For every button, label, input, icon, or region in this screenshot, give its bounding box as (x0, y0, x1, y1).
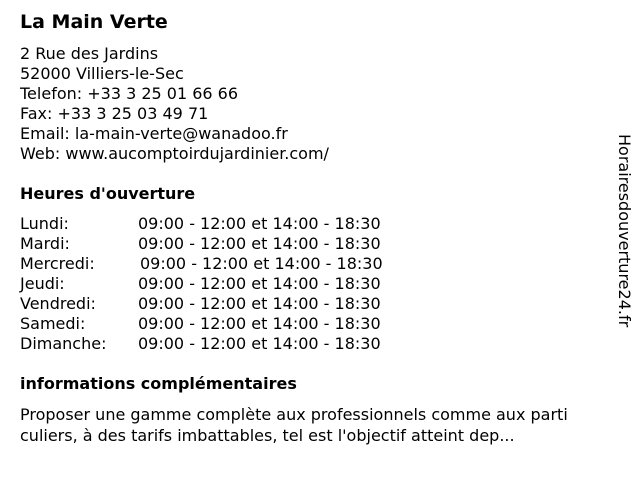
hours-time: 09:00 - 12:00 et 14:00 - 18:30 (138, 334, 381, 353)
email-address: Email: la-main-verte@wanadoo.fr (20, 124, 288, 143)
address-street: 2 Rue des Jardins (20, 44, 159, 63)
opening-hours-heading: Heures d'ouverture (20, 184, 196, 203)
hours-time: 09:00 - 12:00 et 14:00 - 18:30 (138, 234, 381, 253)
hours-time: 09:00 - 12:00 et 14:00 - 18:30 (138, 314, 381, 333)
description-line: culiers, à des tarifs imbattables, tel est l'objectif atteint dep... (20, 426, 515, 445)
hours-day: Mardi: (20, 234, 70, 253)
additional-info-heading: informations complémentaires (20, 374, 297, 393)
fax-number: Fax: +33 3 25 03 49 71 (20, 104, 209, 123)
hours-day: Dimanche: (20, 334, 107, 353)
source-watermark (614, 134, 634, 350)
website-url: Web: www.aucomptoirdujardinier.com/ (20, 144, 329, 163)
hours-day: Vendredi: (20, 294, 96, 313)
hours-time: 09:00 - 12:00 et 14:00 - 18:30 (138, 274, 381, 293)
additional-info-text (20, 404, 620, 446)
hours-time: 09:00 - 12:00 et 14:00 - 18:30 (138, 294, 381, 313)
address-city: 52000 Villiers-le-Sec (20, 64, 184, 83)
phone-number: Telefon: +33 3 25 01 66 66 (20, 84, 239, 103)
hours-day: Jeudi: (20, 274, 65, 293)
business-name: La Main Verte (20, 11, 168, 33)
hours-day: Lundi: (20, 214, 69, 233)
hours-time: 09:00 - 12:00 et 14:00 - 18:30 (138, 214, 381, 233)
source-watermark-text: Horairesdouverture24.fr (615, 134, 634, 328)
hours-time: 09:00 - 12:00 et 14:00 - 18:30 (140, 254, 383, 273)
description-line: Proposer une gamme complète aux professionnels comme aux parti (20, 405, 568, 424)
hours-day: Samedi: (20, 314, 86, 333)
contact-block (20, 44, 329, 164)
hours-day: Mercredi: (20, 254, 95, 273)
